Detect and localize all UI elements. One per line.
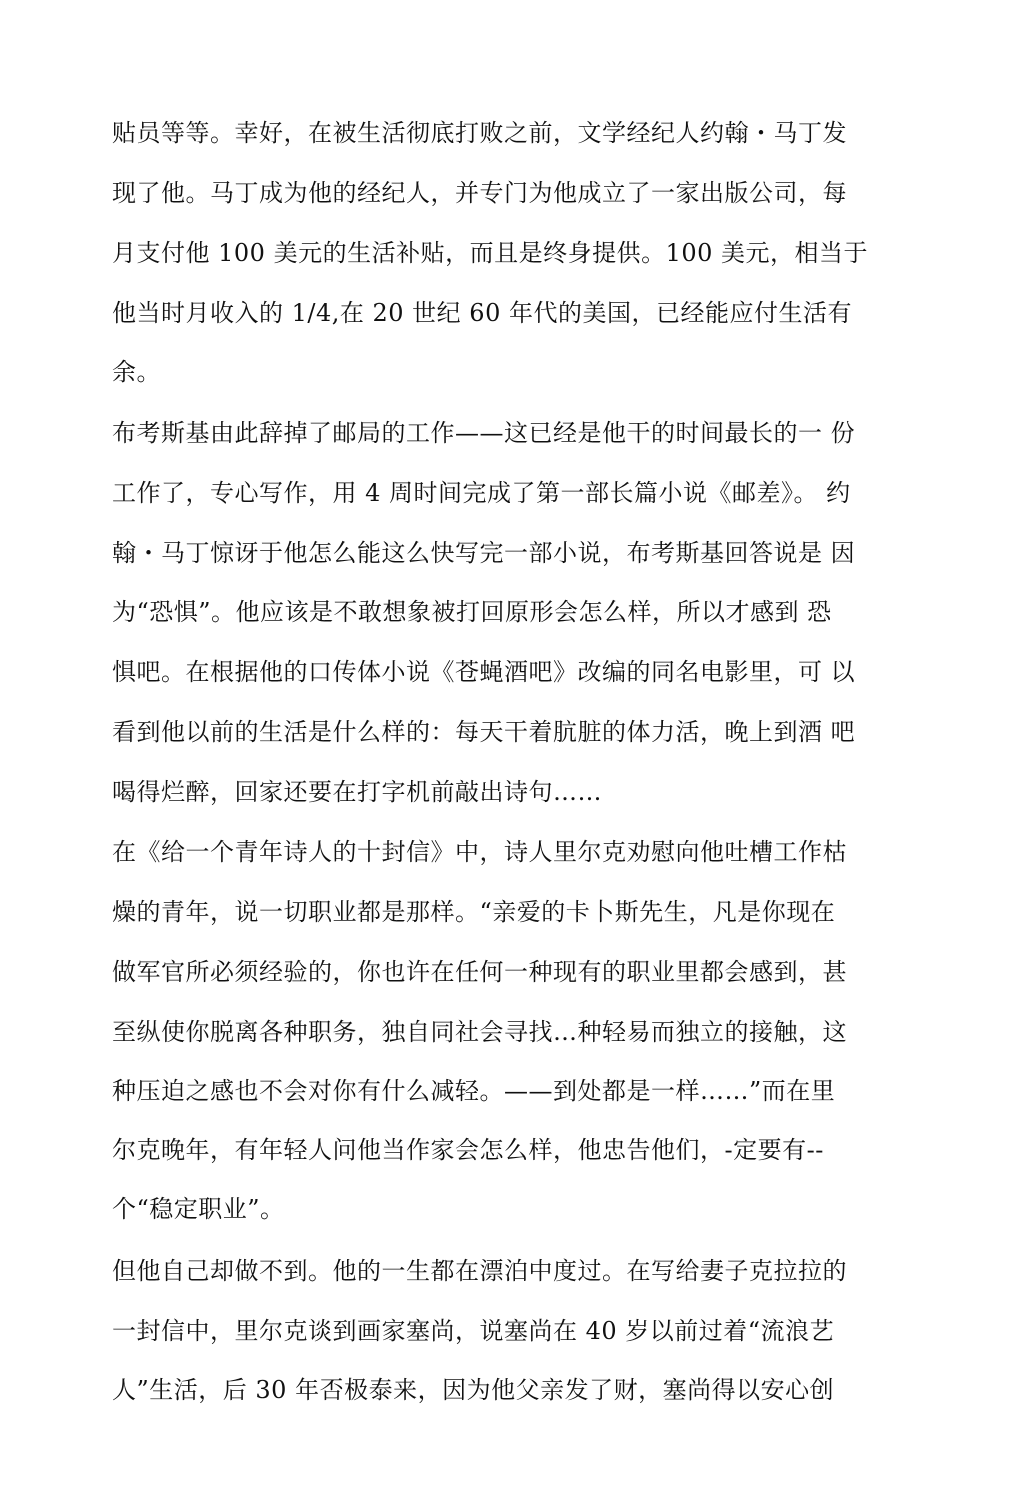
- text-line: 在《给一个青年诗人的十封信》中，诗人里尔克劝慰向他吐槽工作枯: [112, 838, 847, 866]
- text-line: 人”生活，后 30 年否极泰来，因为他父亲发了财，塞尚得以安心创: [112, 1376, 835, 1404]
- text-line: 至纵使你脱离各种职务，独自同社会寻找…种轻易而独立的接触，这: [112, 1018, 847, 1046]
- text-line: 布考斯基由此辞掉了邮局的工作——这已经是他干的时间最长的一 份: [112, 419, 856, 447]
- text-line: 余。: [112, 358, 161, 386]
- text-line: 工作了，专心写作，用 4 周时间完成了第一部长篇小说《邮差》。 约: [112, 479, 851, 507]
- text-line: 为“恐惧”。他应该是不敢想象被打回原形会怎么样，所以才感到 恐: [112, 598, 832, 626]
- text-line: 燥的青年，说一切职业都是那样。“亲爱的卡卜斯先生，凡是你现在: [112, 898, 836, 926]
- text-line: 但他自己却做不到。他的一生都在漂泊中度过。在写给妻子克拉拉的: [112, 1257, 847, 1285]
- text-line: 贴员等等。幸好，在被生活彻底打败之前，文学经纪人约翰・马丁发: [112, 119, 847, 147]
- text-line: 一封信中，里尔克谈到画家塞尚，说塞尚在 40 岁以前过着“流浪艺: [112, 1317, 835, 1345]
- text-line: 看到他以前的生活是什么样的：每天干着肮脏的体力活，晚上到酒 吧: [112, 718, 856, 746]
- text-line: 喝得烂醉，回家还要在打字机前敲出诗句……: [112, 778, 602, 806]
- text-line: 尔克晚年，有年轻人问他当作家会怎么样，他忠告他们，-定要有--: [112, 1136, 824, 1164]
- text-line: 惧吧。在根据他的口传体小说《苍蝇酒吧》改编的同名电影里，可 以: [112, 658, 856, 686]
- text-line: 做军官所必须经验的，你也许在任何一种现有的职业里都会感到，甚: [112, 958, 847, 986]
- text-line: 翰・马丁惊讶于他怎么能这么快写完一部小说，布考斯基回答说是 因: [112, 539, 856, 567]
- text-line: 个“稳定职业”。: [112, 1195, 285, 1223]
- text-line: 他当时月收入的 1/4,在 20 世纪 60 年代的美国，已经能应付生活有: [112, 299, 852, 327]
- text-line: 月支付他 100 美元的生活补贴，而且是终身提供。100 美元，相当于: [112, 239, 869, 267]
- text-line: 种压迫之感也不会对你有什么减轻。——到处都是一样……”而在里: [112, 1077, 836, 1105]
- text-line: 现了他。马丁成为他的经纪人，并专门为他成立了一家出版公司，每: [112, 179, 847, 207]
